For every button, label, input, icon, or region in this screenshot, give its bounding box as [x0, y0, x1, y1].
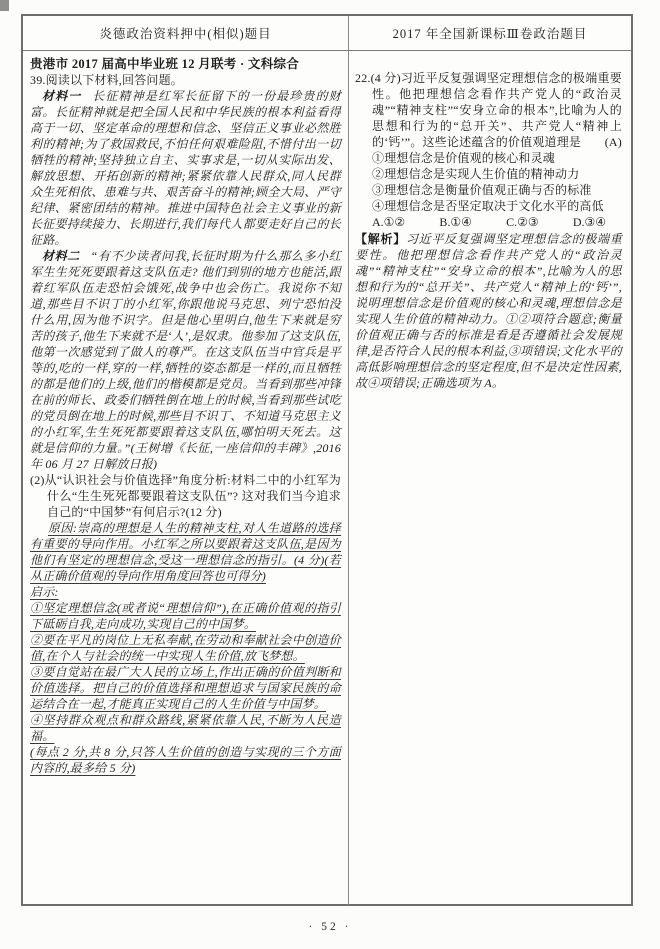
column-similar-question: [23, 51, 349, 905]
page-number: · 52 ·: [308, 921, 352, 933]
material-2-text: “有不少读者问我,长征时期为什么那么多小红军生生死死要跟着这支队伍走? 他们到别的地方也能活,跟着红军队伍走恐怕会饿死,战争中也会伤亡。我说你不知道,那些目不识丁的小红军,你跟他说马克思、列宁恐怕没什么用,因为他不识字。但是他心里明白,他生下来就是穷苦的孩子,他生下来就不是‘人’,是奴隶。他参加了这支队伍,他第一次感觉到了做人的尊严。在这支队伍当中官兵是平等的,吃的一样,穿的一样,牺牲的姿态都是一样的,而且牺牲的都是他们的上级,他们的楷模都是党员。当看到那些冲锋在前的师长、政委们牺牲倒在地上的时候,当看到那些试吃的党员倒在地上的时候,那些目不识丁、不知道马克思主义的小红军,生生死死都要跟着这支队伍,哪怕明天死去。这就是信仰的力量。”(王树增《长征,一座信仰的丰碑》,2016 年 06 月 27 日解放日报): [30, 249, 341, 471]
option-2: ②理想信念是实现人生价值的精神动力: [372, 167, 580, 181]
comparison-table: [21, 14, 633, 906]
header-cell-exam-questions: [349, 16, 631, 50]
choice-d: D.③④: [572, 215, 606, 229]
option-1: ①理想信念是价值观的核心和灵魂: [372, 151, 556, 165]
answer-point-2: ②要在平凡的岗位上无私奉献,在劳动和奉献社会中创造价值,在个人与社会的统一中实现人生价值,放飞梦想。: [30, 633, 341, 663]
question-22-text: (4 分)习近平反复强调坚定理想信念的极端重要性。他把理想信念看作共产党人的“政治灵魂”“精神支柱”“安身立命的根本”,比喻为人的思想和行为的“总开关”、共产党人“精神上的‘钙’”。这些论述蕴含的价值观道理是: [370, 71, 622, 149]
choice-a: A.①②: [372, 215, 406, 229]
material-2-label: 材料二: [42, 249, 80, 263]
analysis-label: 【解析】: [355, 232, 406, 246]
choice-row: [355, 214, 622, 230]
material-2-paragraph: [30, 248, 341, 472]
question-22-stem: [355, 70, 622, 150]
answer-scoring-note: (每点 2 分,共 8 分,只答人生价值的创造与实现的三个方面内容的,最多给 5 分): [30, 745, 341, 775]
analysis-paragraph: [355, 231, 622, 391]
option-4: ④理想信念是否坚定取决于文化水平的高低: [372, 199, 604, 213]
question-39-lead: 39.阅读以下材料,回答问题。: [30, 73, 184, 87]
material-1-text: 长征精神是红军长征留下的一份最珍贵的财富。长征精神就是把全国人民和中华民族的根本利益看得高于一切、坚定革命的理想和信念、坚信正义事业必然胜利的精神;为了救国救民,不怕任何艰难险阻,不惜付出一切牺牲的精神;坚持独立自主、实事求是,一切从实际出发、解放思想、开拓创新的精神;紧紧依靠人民群众,同人民群众生死相依、患难与共、艰苦奋斗的精神;顾全大局、严守纪律、紧密团结的精神。推进中国特色社会主义事业的新长征要持续接力、长期进行,我们每代人都要走好自己的长征路。: [30, 89, 341, 247]
analysis-text: 习近平反复强调坚定理想信念的极端重要性。他把理想信念看作共产党人的“政治灵魂”“精神支柱”“安身立命的根本”,比喻为人的思想和行为的“总开关”、共产党人“精神上的‘钙’”,说明理想信念是价值观的核心和灵魂,理想信念是实现人生价值的精神动力。①②项符合题意;衡量价值观正确与否的标准是看是否遵循社会发展规律,是否符合人民的根本利益,③项错误;文化水平的高低影响理想信念的坚定程度,但不是决定性因素,故④项错误;正确选项为 A。: [355, 232, 622, 390]
material-1-paragraph: [30, 88, 341, 248]
column-official-question: [349, 51, 631, 905]
choice-b: B.①④: [439, 215, 472, 229]
choice-c: C.②③: [506, 215, 539, 229]
scan-artifact: [0, 0, 9, 11]
header-right-title: 2017 年全国新课标Ⅲ卷政治题目: [392, 27, 588, 41]
header-left-title: 炎德政治资料押中(相似)题目: [99, 27, 272, 41]
material-1-label: 材料一: [42, 89, 82, 103]
table-body-row: [23, 51, 631, 905]
exam-source-title: 贵港市 2017 届高中毕业班 12 月联考 · 文科综合: [30, 57, 300, 71]
answer-point-4: ④坚持群众观点和群众路线,紧紧依靠人民,不断为人民造福。: [30, 713, 341, 743]
answer-hint-label: 启示:: [30, 585, 59, 599]
answer-reason: 原因:崇高的理想是人生的精神支柱,对人生道路的选择有重要的导向作用。小红军之所以要跟着这支队伍,是因为他们有坚定的理想信念,受这一理想信念的指引。(4 分)(若从正确价值观的导向作用角度回答也可得分): [30, 521, 341, 583]
question-22-number: 22.: [355, 71, 371, 85]
option-3: ③理想信念是衡量价值观正确与否的标准: [372, 183, 592, 197]
header-cell-similar-questions: [23, 16, 349, 50]
table-header-row: [23, 16, 631, 51]
answer-point-3: ③要自觉站在最广大人民的立场上,作出正确的价值判断和价值选择。把自己的价值选择和理想追求与国家民族的命运结合在一起,才能真正实现自己的人生价值与中国梦。: [30, 665, 341, 711]
question-2-stem: (2)从“认识社会与价值选择”角度分析:材料二中的小红军为什么“生生死死都要跟着这支队伍”? 这对我们当今追求自己的“中国梦”有何启示?(12 分): [30, 473, 341, 519]
answer-point-1: ①坚定理想信念(或者说“理想信仰”),在正确价值观的指引下砥砺自我,走向成功,实现自己的中国梦。: [30, 601, 341, 631]
